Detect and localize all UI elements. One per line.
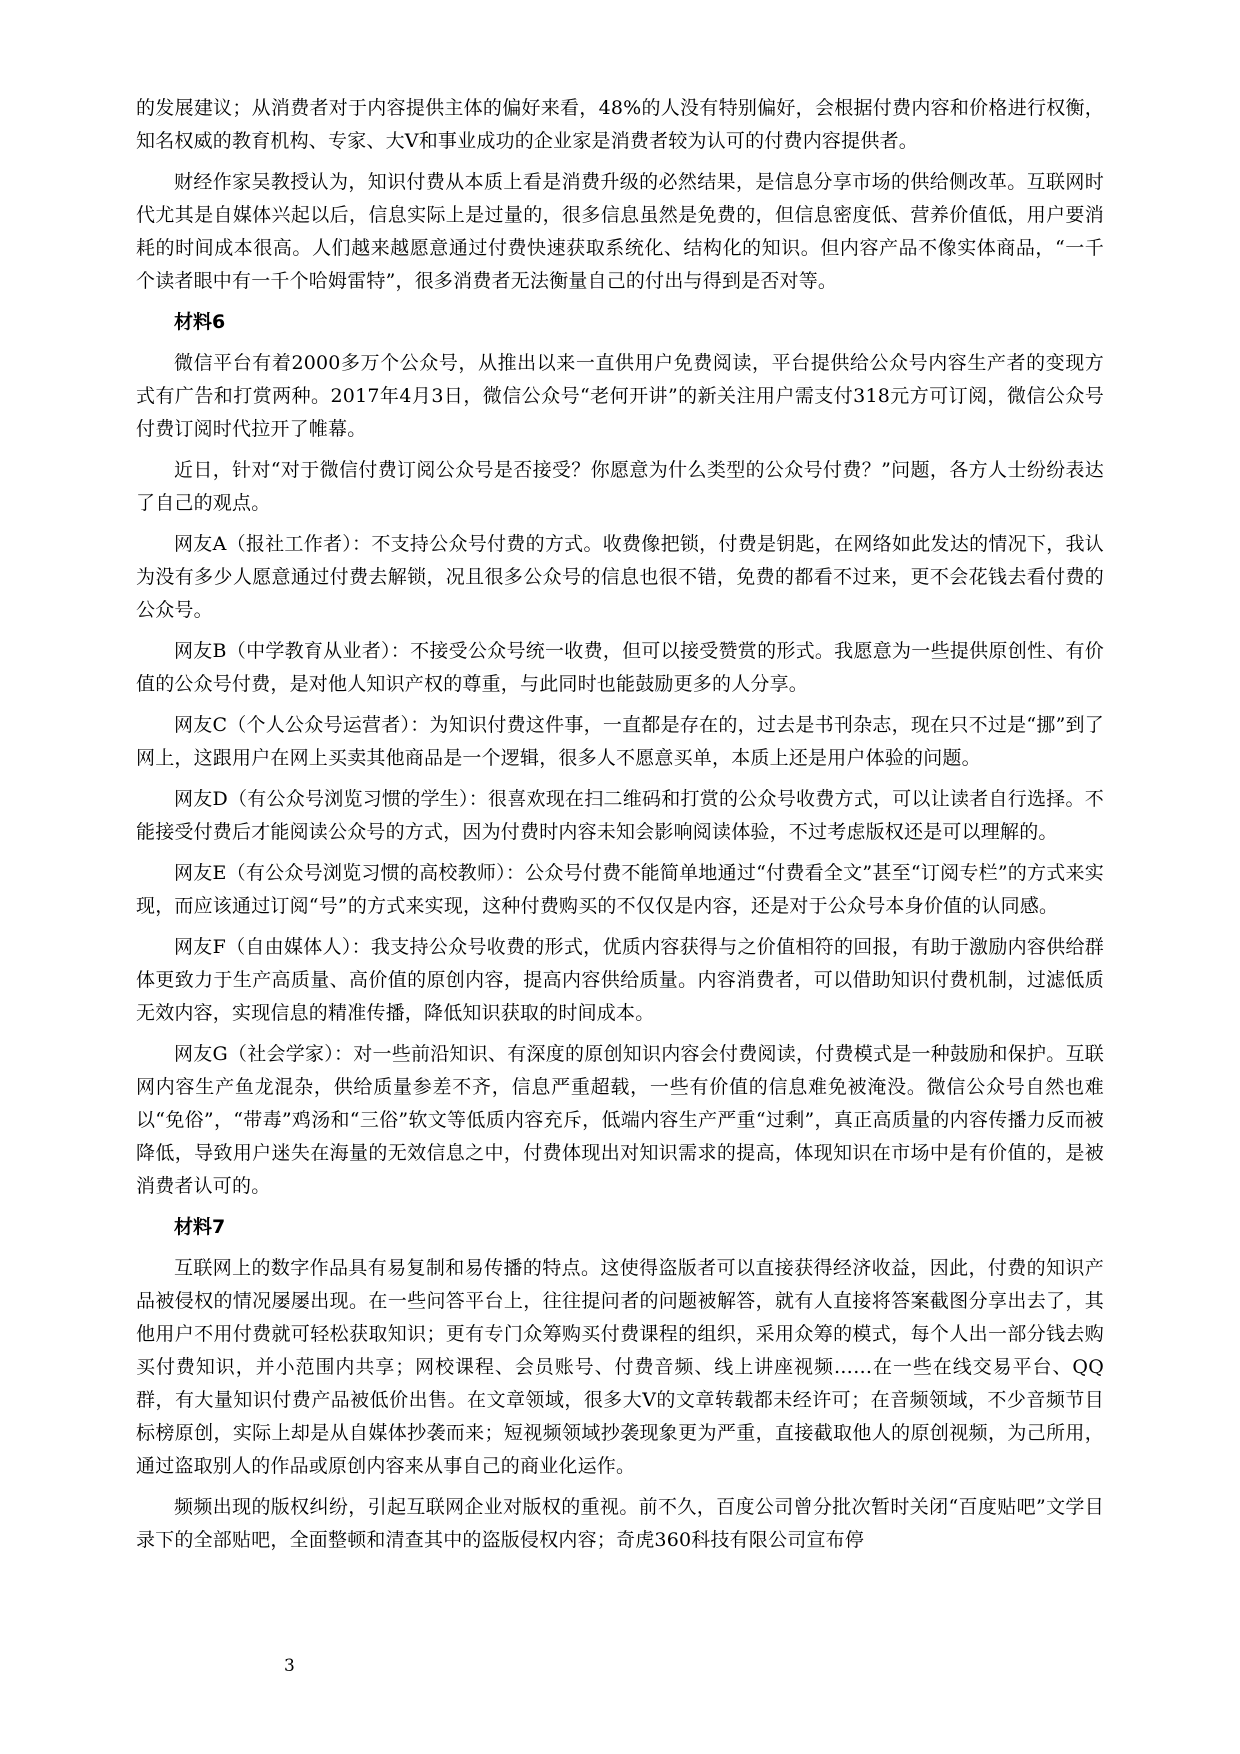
paragraph-netizen-b: 网友B（中学教育从业者）：不接受公众号统一收费，但可以接受赞赏的形式。我愿意为一些提供原创性、有价值的公众号付费，是对他人知识产权的尊重，与此同时也能鼓励更多的人分享。: [136, 640, 1104, 695]
section-heading-material-7: 材料7: [174, 1216, 226, 1238]
paragraph-netizen-g: 网友G（社会学家）：对一些前沿知识、有深度的原创知识内容会付费阅读，付费模式是一种鼓励和保护。互联网内容生产鱼龙混杂，供给质量参差不齐，信息严重超载，一些有价值的信息难免被淹没。微信公众号自然也难以“免俗”，“带毒”鸡汤和“三俗”软文等低质内容充斥，低端内容生产严重“过剩”，真正高质量的内容传播力反而被降低，导致用户迷失在海量的无效信息之中，付费体现出对知识需求的提高，体现知识在市场中是有价值的，是被消费者认可的。: [136, 1043, 1104, 1197]
paragraph-wu-professor: 财经作家吴教授认为，知识付费从本质上看是消费升级的必然结果，是信息分享市场的供给侧改革。互联网时代尤其是自媒体兴起以后，信息实际上是过量的，很多信息虽然是免费的，但信息密度低、营养价值低，用户要消耗的时间成本很高。人们越来越愿意通过付费快速获取系统化、结构化的知识。但内容产品不像实体商品，“一千个读者眼中有一千个哈姆雷特”，很多消费者无法衡量自己的付出与得到是否对等。: [136, 171, 1104, 292]
paragraph-netizen-e: 网友E（有公众号浏览习惯的高校教师）：公众号付费不能简单地通过“付费看全文”甚至“订阅专栏”的方式来实现，而应该通过订阅“号”的方式来实现，这种付费购买的不仅仅是内容，还是对于公众号本身价值的认同感。: [136, 862, 1104, 917]
paragraph-wechat-intro: 微信平台有着2000多万个公众号，从推出以来一直供用户免费阅读，平台提供给公众号内容生产者的变现方式有广告和打赏两种。2017年4月3日，微信公众号“老何开讲”的新关注用户需支付318元方可订阅，微信公众号付费订阅时代拉开了帷幕。: [136, 352, 1104, 440]
section-heading-material-6: 材料6: [174, 311, 226, 333]
page-body: [136, 92, 1104, 1565]
page-number: 3: [284, 1656, 295, 1676]
paragraph-copyright-disputes: 频频出现的版权纠纷，引起互联网企业对版权的重视。前不久，百度公司曾分批次暂时关闭“百度贴吧”文学目录下的全部贴吧，全面整顿和清查其中的盗版侵权内容；奇虎360科技有限公司宣布停: [136, 1496, 1104, 1551]
paragraph-question: 近日，针对“对于微信付费订阅公众号是否接受？你愿意为什么类型的公众号付费？”问题，各方人士纷纷表达了自己的观点。: [136, 459, 1104, 514]
paragraph-netizen-c: 网友C（个人公众号运营者）：为知识付费这件事，一直都是存在的，过去是书刊杂志，现在只不过是“挪”到了网上，这跟用户在网上买卖其他商品是一个逻辑，很多人不愿意买单，本质上还是用户体验的问题。: [136, 714, 1104, 769]
paragraph-netizen-d: 网友D（有公众号浏览习惯的学生）：很喜欢现在扫二维码和打赏的公众号收费方式，可以让读者自行选择。不能接受付费后才能阅读公众号的方式，因为付费时内容未知会影响阅读体验，不过考虑版权还是可以理解的。: [136, 788, 1104, 843]
paragraph-netizen-f: 网友F（自由媒体人）：我支持公众号收费的形式，优质内容获得与之价值相符的回报，有助于激励内容供给群体更致力于生产高质量、高价值的原创内容，提高内容供给质量。内容消费者，可以借助知识付费机制，过滤低质无效内容，实现信息的精准传播，降低知识获取的时间成本。: [136, 936, 1104, 1024]
paragraph-netizen-a: 网友A（报社工作者）：不支持公众号付费的方式。收费像把锁，付费是钥匙，在网络如此发达的情况下，我认为没有多少人愿意通过付费去解锁，况且很多公众号的信息也很不错，免费的都看不过来，更不会花钱去看付费的公众号。: [136, 533, 1104, 621]
paragraph-continued: 的发展建议；从消费者对于内容提供主体的偏好来看，48%的人没有特别偏好，会根据付费内容和价格进行权衡，知名权威的教育机构、专家、大V和事业成功的企业家是消费者较为认可的付费内容提供者。: [136, 97, 1104, 152]
paragraph-piracy: 互联网上的数字作品具有易复制和易传播的特点。这使得盗版者可以直接获得经济收益，因此，付费的知识产品被侵权的情况屡屡出现。在一些问答平台上，往往提问者的问题被解答，就有人直接将答案截图分享出去了，其他用户不用付费就可轻松获取知识；更有专门众筹购买付费课程的组织，采用众筹的模式，每个人出一部分钱去购买付费知识，并小范围内共享；网校课程、会员账号、付费音频、线上讲座视频……在一些在线交易平台、QQ群，有大量知识付费产品被低价出售。在文章领域，很多大V的文章转载都未经许可；在音频领域，不少音频节目标榜原创，实际上却是从自媒体抄袭而来；短视频领域抄袭现象更为严重，直接截取他人的原创视频，为己所用，通过盗取别人的作品或原创内容来从事自己的商业化运作。: [136, 1257, 1104, 1477]
